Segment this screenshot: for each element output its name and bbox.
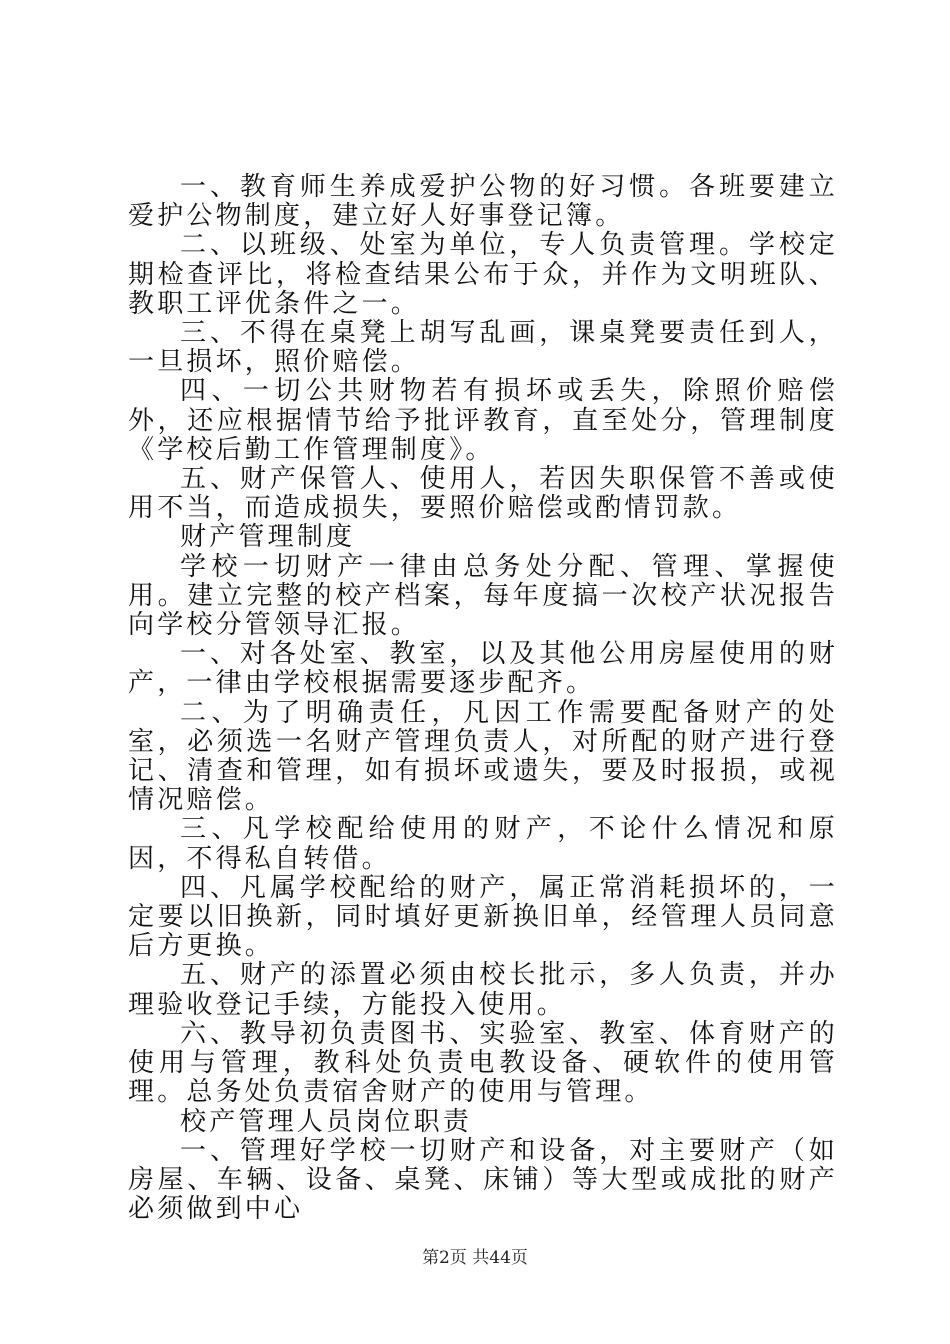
paragraph-7: 一、对各处室、教室，以及其他公用房屋使用的财产，一律由学校根据需要逐步配齐。 <box>128 639 838 699</box>
paragraph-10: 四、凡属学校配给的财产，属正常消耗损坏的，一定要以旧换新，同时填好更新换旧单，经管理人员同意后方更换。 <box>128 872 838 962</box>
document-body <box>128 173 838 1224</box>
paragraph-13: 一、管理好学校一切财产和设备，对主要财产（如房屋、车辆、设备、桌凳、床铺）等大型或成批的财产必须做到中心 <box>128 1135 838 1225</box>
page-number-footer: 第2页 共44页 <box>422 1248 528 1268</box>
section-heading-property-management: 财产管理制度 <box>180 522 356 553</box>
paragraph-5: 五、财产保管人、使用人，若因失职保管不善或使用不当，而造成损失，要照价赔偿或酌情罚款。 <box>128 464 838 524</box>
paragraph-4: 四、一切公共财物若有损坏或丢失，除照价赔偿外，还应根据情节给予批评教育，直至处分，管理制度《学校后勤工作管理制度》。 <box>128 376 838 465</box>
paragraph-11: 五、财产的添置必须由校长批示，多人负责，并办理验收登记手续，方能投入使用。 <box>128 960 838 1020</box>
paragraph-6: 学校一切财产一律由总务处分配、管理、掌握使用。建立完整的校产档案，每年度搞一次校产状况报告向学校分管领导汇报。 <box>128 551 838 641</box>
paragraph-12: 六、教导初负责图书、实验室、教室、体育财产的使用与管理，教科处负责电教设备、硬软件的使用管理。总务处负责宿舍财产的使用与管理。 <box>128 1018 838 1108</box>
paragraph-9: 三、凡学校配给使用的财产，不论什么情况和原因，不得私自转借。 <box>128 814 838 874</box>
paragraph-1: 一、教育师生养成爱护公物的好习惯。各班要建立爱护公物制度，建立好人好事登记簿。 <box>128 172 838 232</box>
paragraph-8: 二、为了明确责任，凡因工作需要配备财产的处室，必须选一名财产管理负责人，对所配的财产进行登记、清查和管理，如有损坏或遗失，要及时报损，或视情况赔偿。 <box>128 697 838 816</box>
section-heading-staff-duties: 校产管理人员岗位职责 <box>180 1106 473 1137</box>
paragraph-2: 二、以班级、处室为单位，专人负责管理。学校定期检查评比，将检查结果公布于众，并作为文明班队、教职工评优条件之一。 <box>128 230 838 319</box>
paragraph-3: 三、不得在桌凳上胡写乱画，课桌凳要责任到人，一旦损坏，照价赔偿。 <box>128 318 838 378</box>
